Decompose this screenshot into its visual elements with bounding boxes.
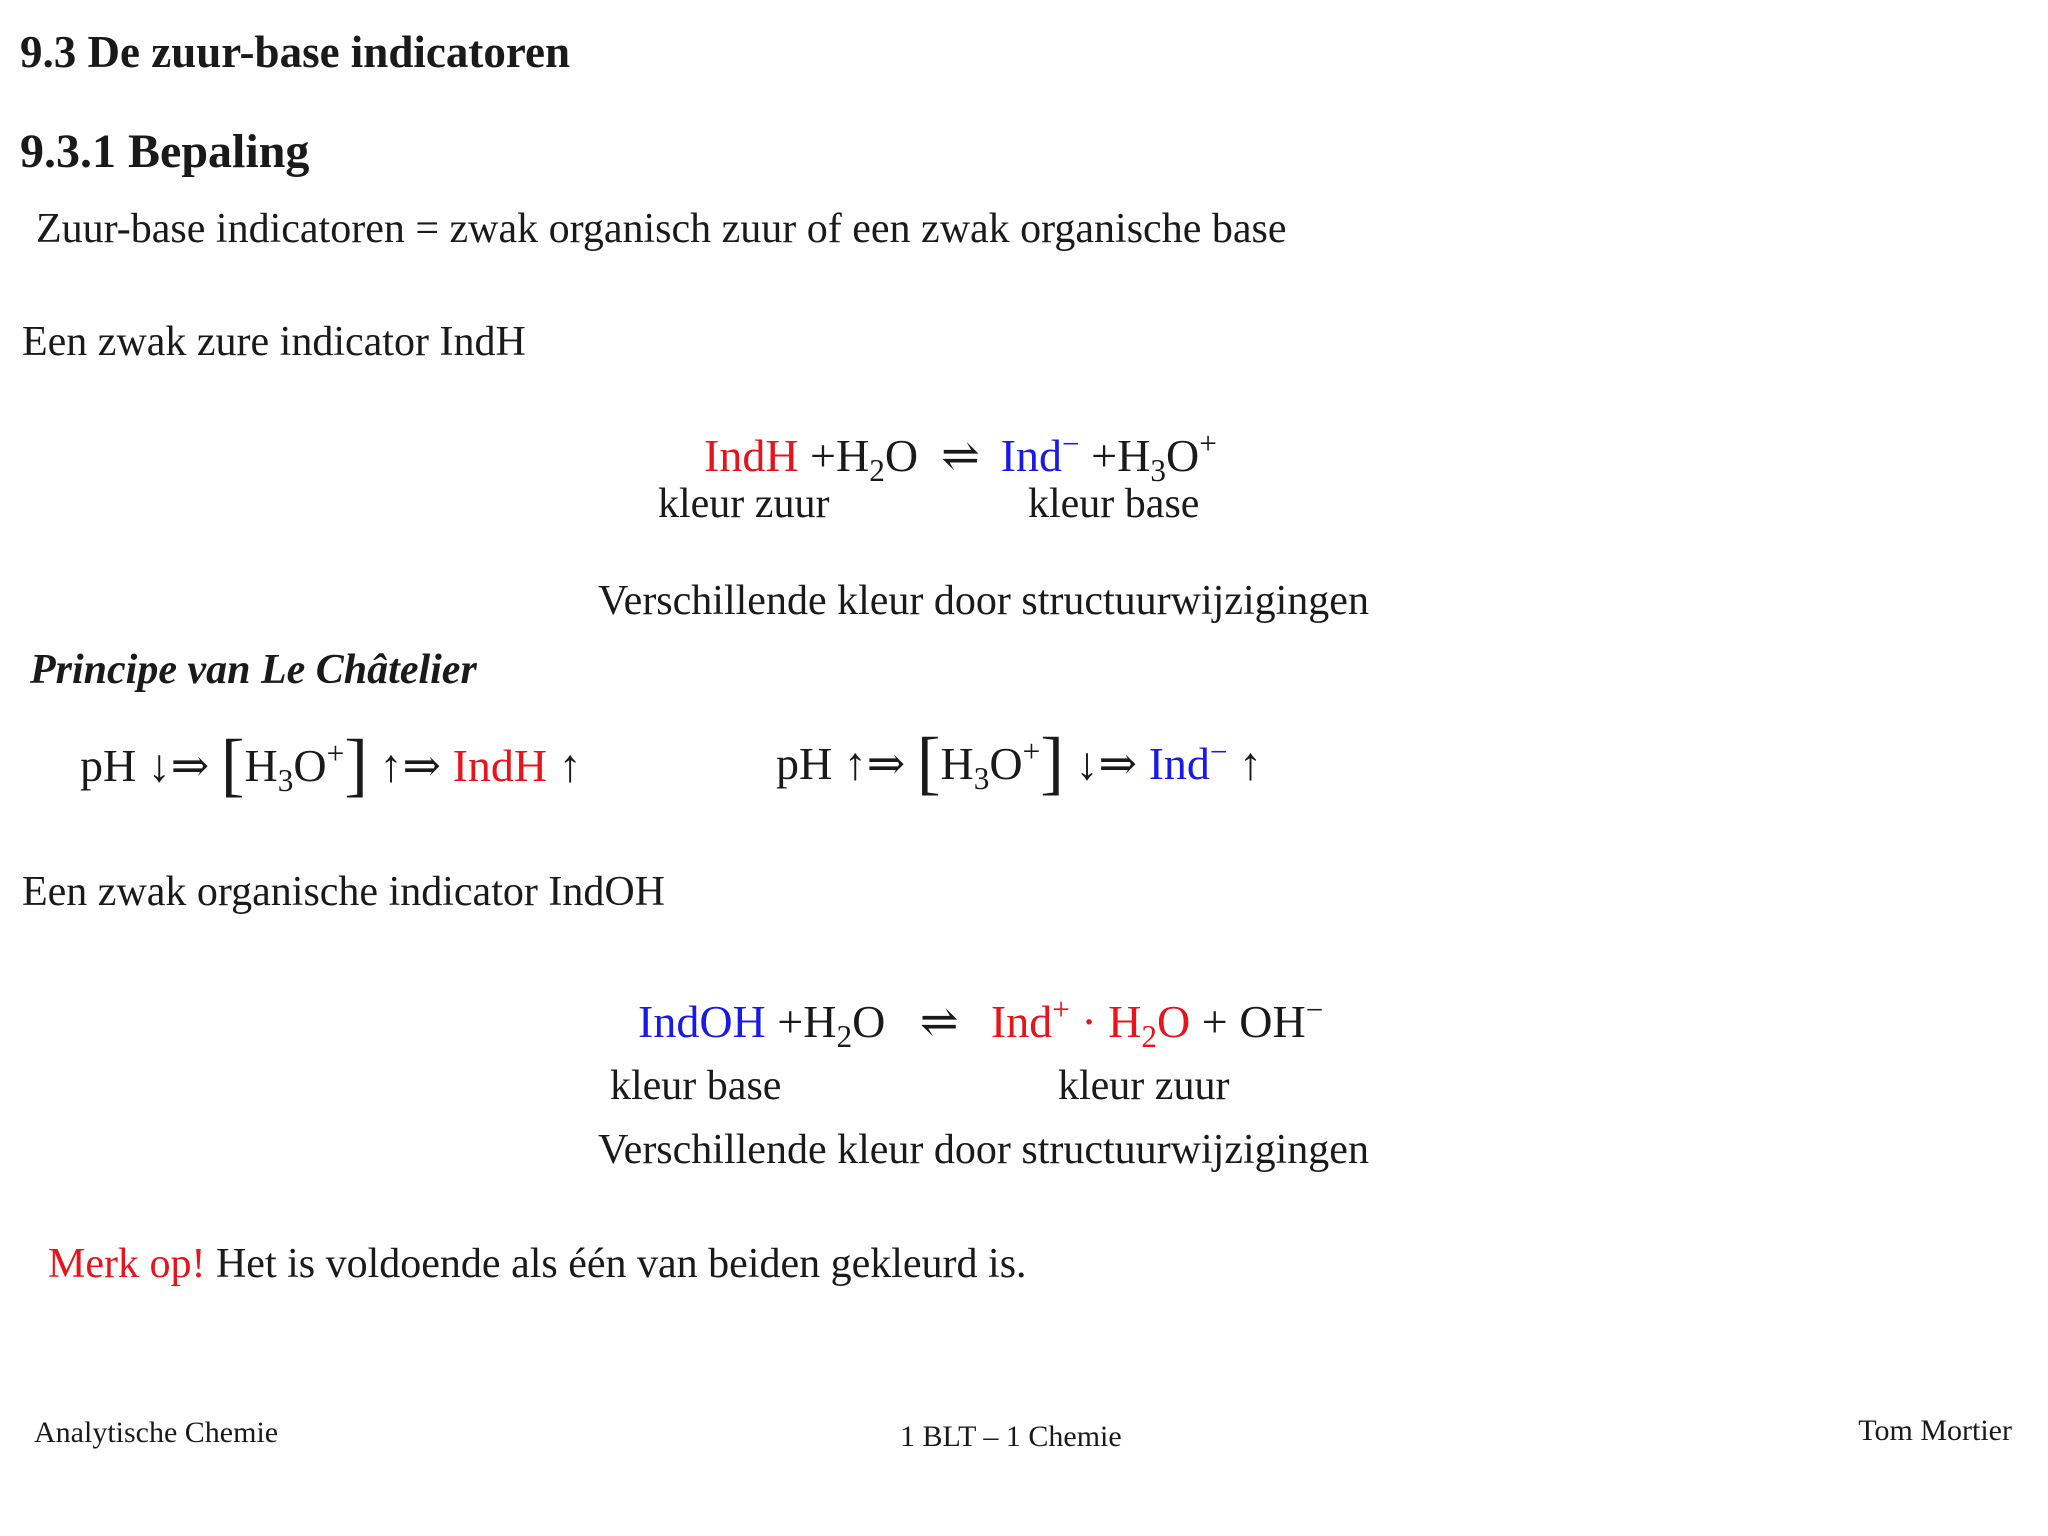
plus-sign: + bbox=[777, 996, 804, 1047]
plus-sign: + bbox=[1091, 430, 1118, 481]
intro-definition: Zuur-base indicatoren = zwak organisch zuur of een zwak organische base bbox=[36, 206, 1287, 252]
label-kleur-base: kleur base bbox=[1028, 481, 1200, 527]
section-heading: 9.3 De zuur-base indicatoren bbox=[20, 27, 570, 77]
remark-text: Het is voldoende als één van beiden gekleurd is. bbox=[205, 1241, 1027, 1287]
water-formula: $H_2O$ bbox=[836, 430, 919, 488]
part1-note: Verschillende kleur door structuurwijzigingen bbox=[598, 578, 1369, 624]
down-arrow-icon: ↓ bbox=[1075, 738, 1099, 789]
up-arrow-icon: ↑ bbox=[558, 740, 582, 791]
part2-title: Een zwak organische indicator IndOH bbox=[22, 869, 666, 915]
hydroxide-formula: OH− bbox=[1239, 991, 1324, 1047]
equilibrium-arrow: ⇌ bbox=[919, 996, 957, 1047]
result-indh: IndH bbox=[452, 740, 548, 791]
species-ind-plus-hydrate: $Ind^+ \cdot H_2O$ bbox=[990, 991, 1191, 1054]
principle-high-ph: pH ↑⇒ $[H_3O^+]$ ↓⇒ Ind− ↑ bbox=[776, 723, 1263, 803]
equation-indh bbox=[704, 425, 1217, 488]
label-kleur-zuur: kleur zuur bbox=[658, 481, 830, 527]
up-arrow-icon: ↑ bbox=[1239, 738, 1263, 789]
principle-title: Principe van Le Châtelier bbox=[30, 647, 477, 693]
implies-icon: ⇒ bbox=[402, 740, 442, 791]
species-indh: IndH bbox=[704, 430, 799, 481]
water-formula: $H_2O$ bbox=[803, 996, 886, 1054]
plus-sign: + bbox=[1201, 996, 1228, 1047]
implies-icon: ⇒ bbox=[1098, 738, 1138, 789]
species-ind-minus: Ind− bbox=[1000, 425, 1080, 481]
part1-title: Een zwak zure indicator IndH bbox=[22, 319, 526, 365]
up-arrow-icon: ↑ bbox=[843, 738, 867, 789]
equilibrium-arrow: ⇌ bbox=[941, 430, 978, 481]
footer-author: Tom Mortier bbox=[1858, 1414, 2012, 1447]
subsection-heading: 9.3.1 Bepaling bbox=[20, 125, 310, 178]
down-arrow-icon: ↓ bbox=[147, 740, 171, 791]
principle-low-ph: pH ↓⇒ $[H_3O^+]$ ↑⇒ IndH ↑ bbox=[80, 725, 582, 805]
label-kleur-zuur: kleur zuur bbox=[1058, 1063, 1230, 1109]
result-ind-minus: Ind− bbox=[1148, 733, 1228, 789]
footer-course: Analytische Chemie bbox=[34, 1416, 279, 1449]
species-indoh: IndOH bbox=[638, 996, 766, 1047]
label-kleur-base: kleur base bbox=[610, 1063, 782, 1109]
implies-icon: ⇒ bbox=[170, 740, 210, 791]
up-arrow-icon: ↑ bbox=[379, 740, 403, 791]
remark bbox=[48, 1240, 1027, 1288]
footer-class: 1 BLT – 1 Chemie bbox=[900, 1420, 1122, 1453]
implies-icon: ⇒ bbox=[866, 738, 906, 789]
remark-prefix: Merk op! bbox=[48, 1241, 206, 1287]
hydronium-formula: $H_3O^+$ bbox=[1117, 425, 1217, 488]
plus-sign: + bbox=[810, 430, 836, 481]
part2-note: Verschillende kleur door structuurwijzigingen bbox=[598, 1127, 1369, 1173]
equation-indoh bbox=[638, 991, 1324, 1054]
